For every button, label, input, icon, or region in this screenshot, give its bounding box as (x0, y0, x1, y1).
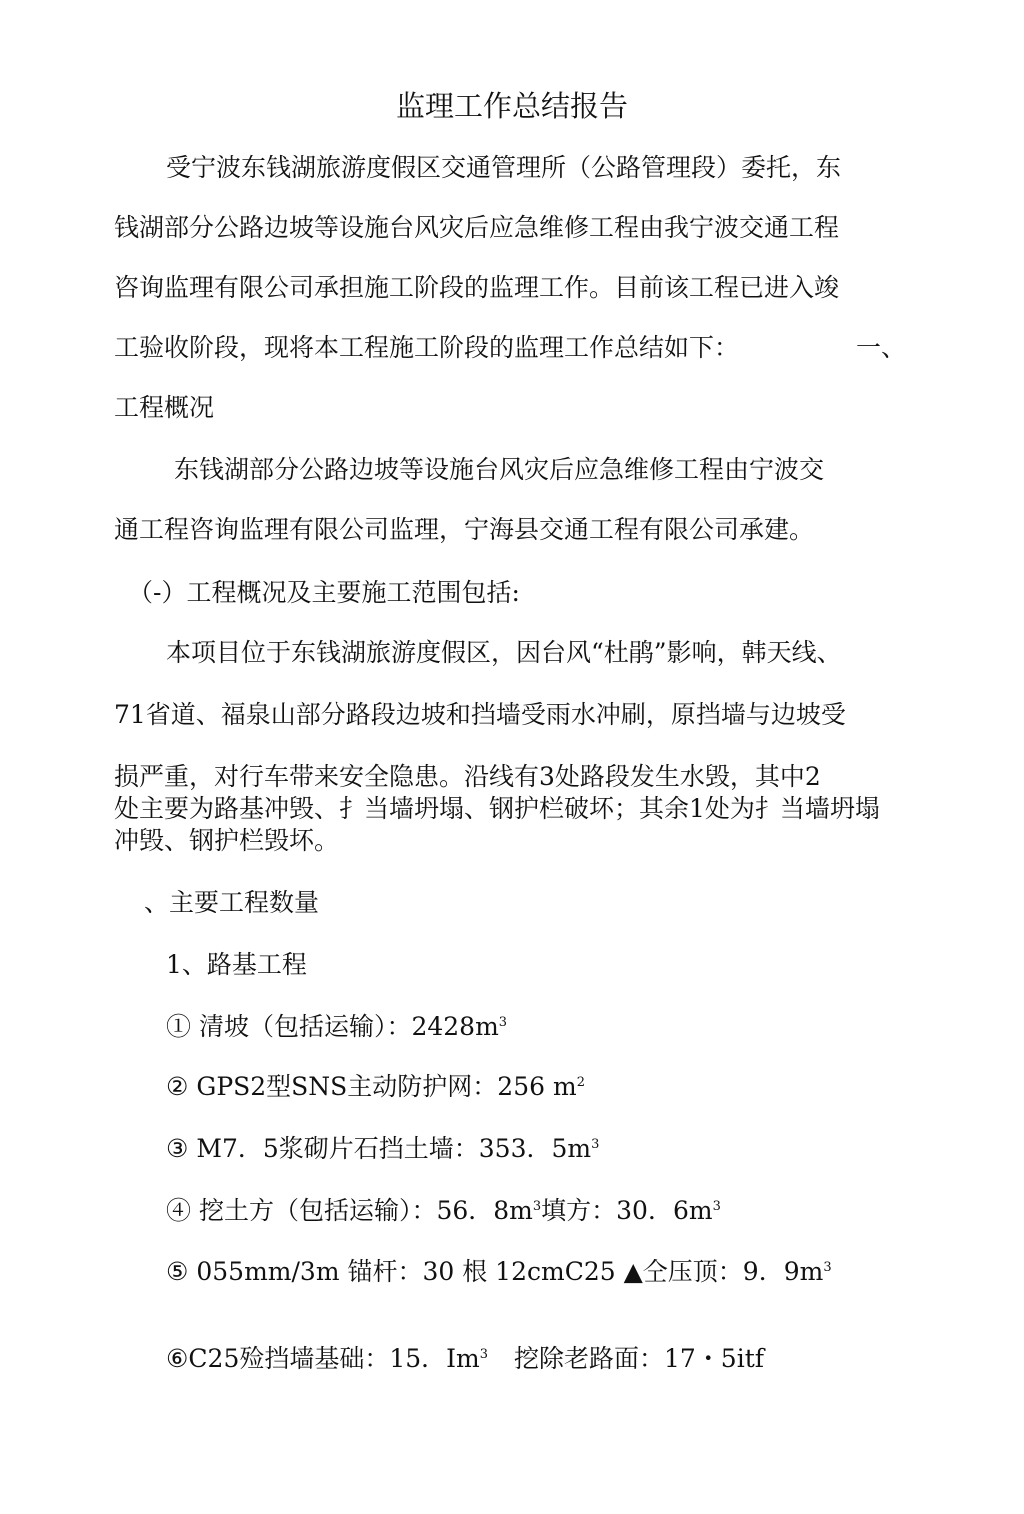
item-superscript: 2 (576, 1075, 585, 1090)
list-item (166, 1344, 488, 1374)
item-text: ① 清坡（包括运输）：2428m (166, 1012, 499, 1041)
item-text: 填方：30．6m (541, 1196, 713, 1225)
scope-line-3: 损严重，对行车带来安全隐患。沿线有3处路段发生水毁，其中2 (114, 762, 821, 791)
list-item (514, 1344, 764, 1374)
item-superscript: 3 (498, 1015, 508, 1030)
item-superscript: 3 (712, 1199, 721, 1214)
scope-line-2: 71省道、福泉山部分路段边坡和挡墙受雨水冲刷，原挡墙与边坡受 (114, 700, 846, 729)
item-text: ④ 挖土方（包括运输）：56．8m (166, 1196, 533, 1225)
intro-line-4: 工验收阶段，现将本工程施工阶段的监理工作总结如下： (114, 333, 740, 362)
overview-line-2: 通工程咨询监理有限公司监理，宁海县交通工程有限公司承建。 (114, 515, 815, 544)
scope-line-5: 冲毁、钢护栏毁坏。 (114, 826, 340, 855)
intro-line-2: 钱湖部分公路边坡等设施台风灾后应急维修工程由我宁波交通工程 (114, 213, 840, 242)
section-heading-overview: 工程概况 (114, 393, 215, 422)
item-text: ⑥C25殓挡墙基础：15．Im (166, 1344, 480, 1373)
item-superscript: 3 (532, 1199, 542, 1214)
item-text: 挖除老路面：17・5itf (514, 1344, 765, 1373)
item-text: ③ M7．5浆砌片石挡土墙：353．5m (166, 1134, 592, 1163)
intro-line-1: 受宁波东钱湖旅游度假区交通管理所（公路管理段）委托，东 (166, 153, 842, 182)
item-text: ② GPS2型SNS主动防护网：256 m (166, 1072, 577, 1101)
item-text: ⑤ 055mm/3m 锚杆：30 根 12cmC25 ▲仝压顶：9．9m (166, 1257, 824, 1286)
list-item (166, 1072, 585, 1102)
section-number-one: 一、 (856, 333, 907, 362)
list-item (166, 1196, 721, 1226)
item-superscript: 3 (591, 1137, 600, 1152)
list-item (166, 1012, 507, 1042)
item-superscript: 3 (823, 1260, 832, 1275)
page-title: 监理工作总结报告 (395, 89, 628, 123)
overview-line-1: 东钱湖部分公路边坡等设施台风灾后应急维修工程由宁波交 (174, 455, 825, 484)
subsection-heading-roadbed: 1、路基工程 (166, 950, 307, 979)
item-superscript: 3 (479, 1347, 489, 1362)
scope-line-4: 处主要为路基冲毁、扌当墙坍塌、钢护栏破坏；其余1处为扌当墙坍塌 (114, 794, 880, 823)
list-item (166, 1257, 832, 1287)
subsection-heading-scope: （-）工程概况及主要施工范围包括: (128, 578, 520, 607)
intro-line-3: 咨询监理有限公司承担施工阶段的监理工作。目前该工程已进入竣 (114, 273, 840, 302)
section-heading-quantities: 、主要工程数量 (144, 888, 320, 917)
list-item (166, 1134, 599, 1164)
scope-line-1: 本项目位于东钱湖旅游度假区，因台风“杜鹃”影响，韩天线、 (166, 638, 842, 667)
